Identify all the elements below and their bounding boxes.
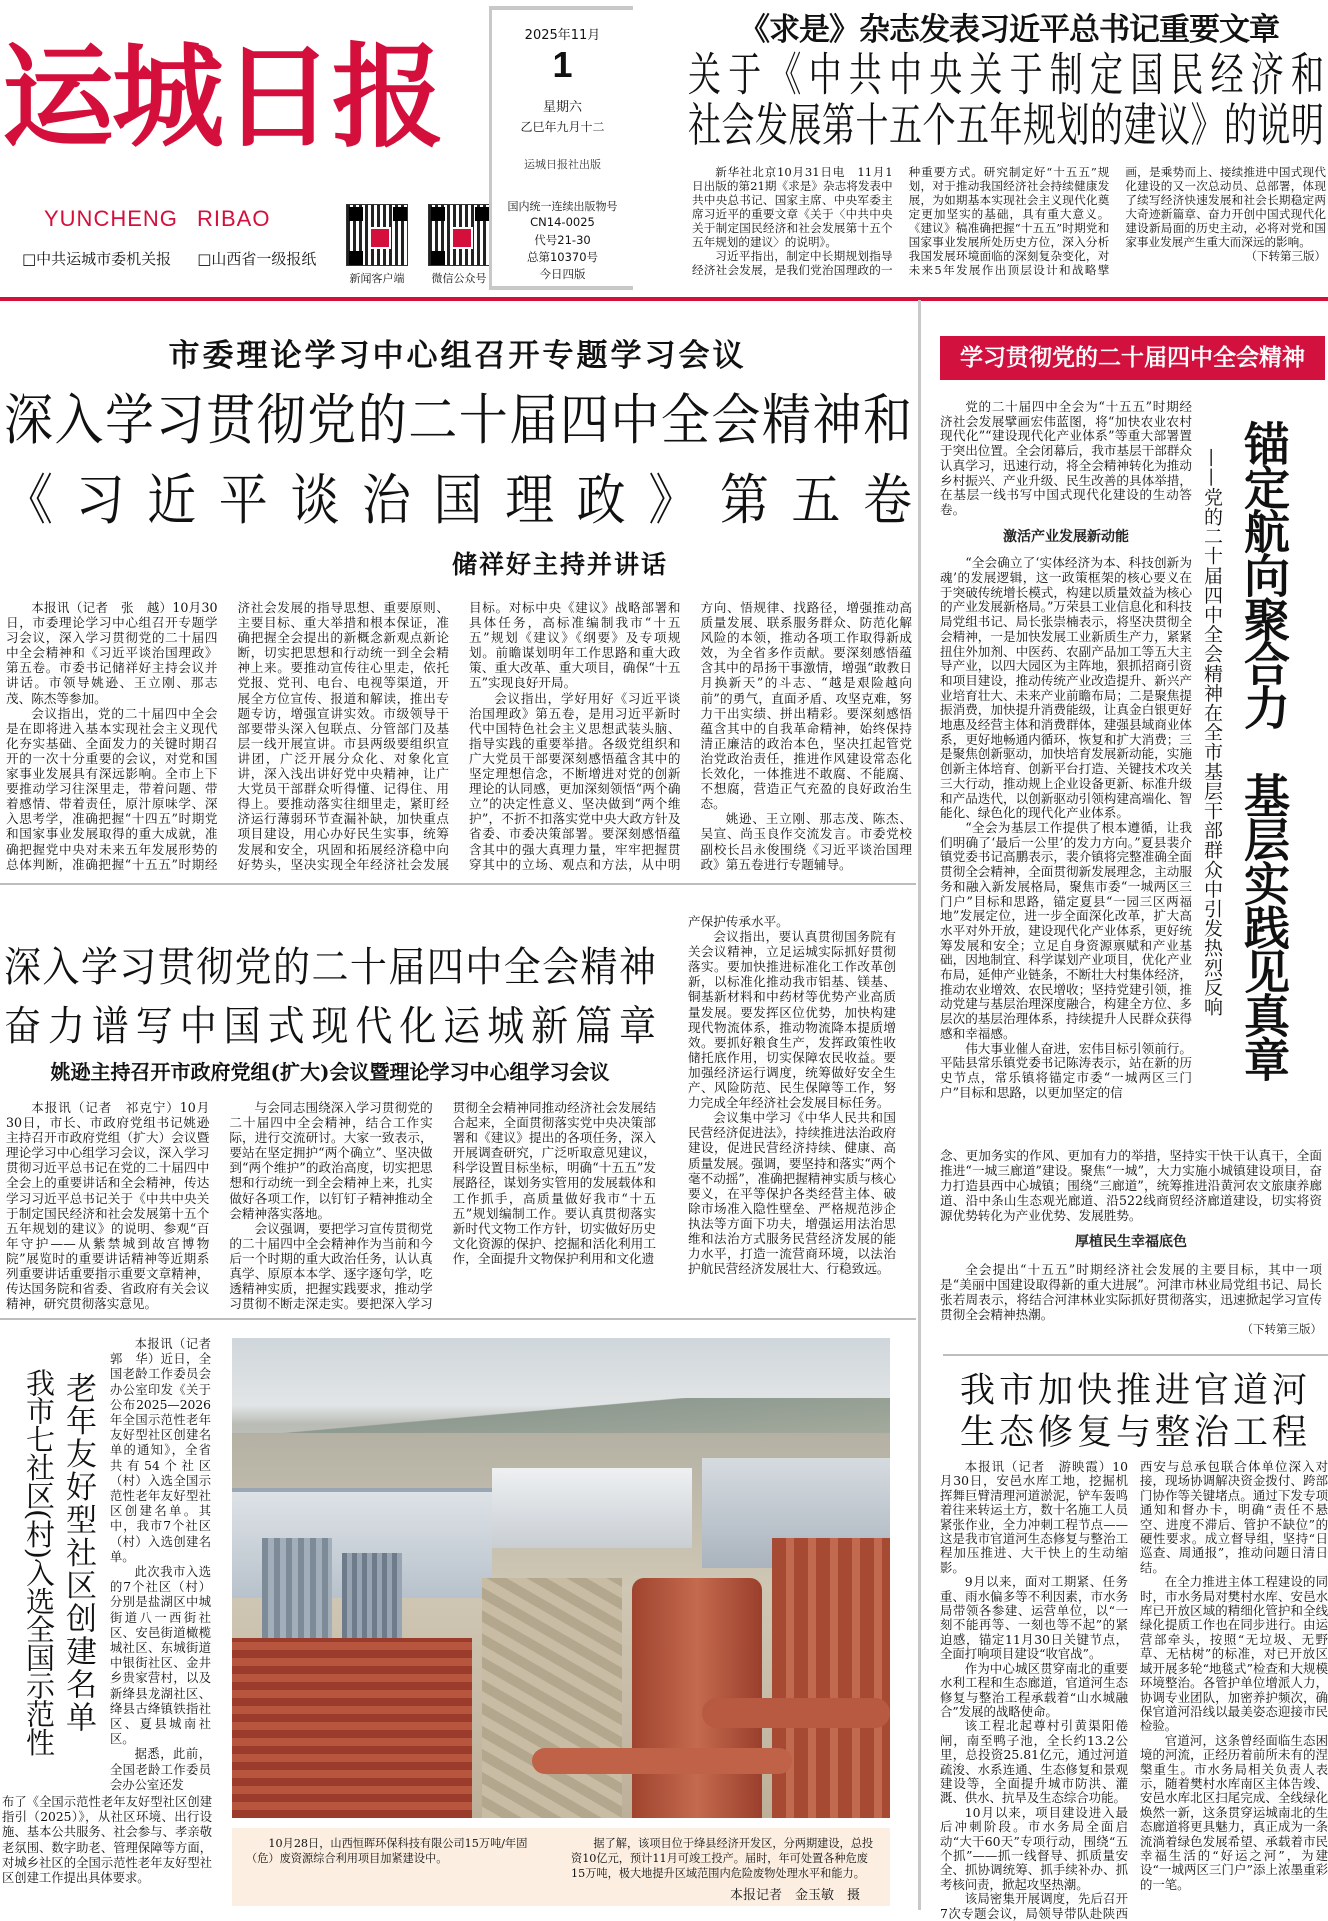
paragraph: 新华社北京10月31日电 11月1日出版的第21期《求是》杂志将发表中共中央总书记、国家主席、中央军委主席习近平的重要文章《关于〈中共中央关于制定国民经济和社会发展第十五个五年规划的建议〉的说明》。 bbox=[692, 165, 893, 249]
section-divider bbox=[0, 1318, 916, 1320]
headline-line: 生态修复与整治工程 bbox=[960, 1413, 1312, 1453]
masthead-tags bbox=[22, 248, 316, 269]
headline-line: 关于《中共中央关于制定国民经济和 bbox=[688, 47, 1324, 102]
issue-lunar-date: 乙巳年九月十二 bbox=[520, 120, 605, 134]
sidebar-body-wide bbox=[940, 1148, 1322, 1337]
paragraph: 官道河，这条曾经面临生态困境的河流，正经历着前所未有的涅槃重生。市水务局相关负责人表示，随着樊村水库南区主体告竣、安邑水库北区扫尾完成、全线绿化焕然一新，这条贯穿运城南北的生态廊道将更具魅力，真正成为一条流淌着绿色发展希望、承载着市民幸福生活的“好运之河”，为建设“一城两区三门户”添上浓墨重彩的一笔。 bbox=[1140, 1732, 1328, 1892]
caption-paragraph: 据了解，该项目位于绛县经济开发区，分两期建设，总投资10亿元，预计11月可竣工投产。届时，年可处置各种危废15万吨，极大地提升区域范围内危险废物处理水平和能力。 bbox=[571, 1837, 874, 1880]
paragraph: 会议集中学习《中华人民共和国民营经济促进法》，持续推进法治政府建设，促进民营经济持续、健康、高质量发展。强调，要坚持和落实“两个毫不动摇”，准确把握精神实质与核心要义，在平等保护各类经营主体、破除市场准入隐性壁垒、严格规范涉企执法等方面下功夫，增强运用法治思维和法治方式服务民营经济发展的能力水平，打造一流营商环境，以法治护航民营经济发展壮大、行稳致远。 bbox=[688, 1110, 896, 1277]
river-story-body bbox=[940, 1460, 1328, 1921]
lead-story-kicker: 市委理论学习中心组召开专题学习会议 bbox=[168, 338, 747, 374]
masthead-tag: □中共运城市委机关报 bbox=[22, 250, 172, 268]
lead-story-subhead: 储祥好主持并讲话 bbox=[451, 550, 668, 579]
paragraph: 据悉，此前，全国老龄工作委员会办公室还发 bbox=[110, 1747, 211, 1792]
elderly-story-body bbox=[110, 1337, 224, 1793]
newspaper-logo: 运城日报 bbox=[2, 32, 442, 163]
paragraph: 会议指出，学好用好《习近平谈治国理政》第五卷，是用习近平新时代中国特色社会主义思想武装头脑、指导实践的重要举措。各级党组织和广大党员干部要深刻感悟蕴含其中的坚定理想信念，不断增进对党的创新理论的认同感，更加深刻领悟“两个确立”的决定性意义、坚决做到“两个维护”，不折不扣落实党中央大政方针及省委、市委决策部署。要深刻感悟蕴含其中的强大真理力量，牢牢把握贯穿其中的立场、观点和方法，从中明方向、悟规律、找路径，增强推动高质量发展、联系服务群众、防范化解风险的本领，推动各项工作取得新成效，为全省多作贡献。要深刻感悟蕴含其中的昂扬干事激情，增强“敢教日月换新天”的斗志、“越是艰险越向前”的勇气，直面矛盾、攻坚克难，努力干出实绩、拼出精彩。要深刻感悟蕴含其中的自我革命精神，始终保持清正廉洁的政治本色，坚决扛起管党治党政治责任，推进作风建设常态化长效化，一体推进不敢腐、不能腐、不想腐，营造正气充盈的良好政治生态。 bbox=[469, 600, 912, 872]
photo-caption bbox=[232, 1828, 890, 1906]
newspaper-pinyin-name: YUNCHENG RIBAO bbox=[44, 206, 271, 231]
qr-code-wechat-icon[interactable] bbox=[428, 204, 490, 266]
second-story-body bbox=[6, 1100, 656, 1311]
paragraph: 此次我市入选的7个社区（村）分别是盐湖区中城街道八一西街社区、安邑街道橄榄城社区、东城街道中银街社区、金井乡贵家营村，以及新绛县龙湖社区、绛县古绛镇铁指社区、夏县城南社区。 bbox=[110, 1565, 211, 1747]
top-story-headline[interactable] bbox=[688, 47, 1324, 153]
cn-number: CN14-0025 bbox=[530, 215, 595, 229]
page-count: 今日四版 bbox=[539, 267, 586, 281]
continued-note[interactable]: （下转第三版） bbox=[1241, 1322, 1322, 1336]
paragraph: 全会提出“十五五”时期经济社会发展的主要目标，其中一项是“美丽中国建设取得新的重大进展”。河津市林业局党组书记、局长张若周表示，将结合河津林业实际抓好贯彻落实，迅速掀起学习宣传贯彻全会精神热潮。 bbox=[940, 1262, 1322, 1322]
paragraph: 会议强调，要把学习宣传贯彻党的二十届四中全会精神作为当前和今后一个时期的重大政治任务，认认真真学、原原本本学、逐字逐句学，吃透精神实质，把握实践要求，推动学习贯彻不断走深走实。要把深入学习贯彻全会精神同推动经济社会发展结合起来，全面贯彻落实党中央决策部署和《建议》提出的各项任务，深入开展调查研究，广泛听取意见建议，科学设置目标坐标，明确“十五五”发展路径，谋划务实管用的发展载体和工作抓手，高质量做好我市“十五五”规划编制工作。要认真贯彻落实新时代文物工作方针，切实做好历史文化资源的保护、挖掘和活化利用工作，全面提升文物保护利用和文化遗 bbox=[229, 1100, 656, 1312]
publisher: 运城日报社出版 bbox=[524, 158, 601, 171]
photo-credit: 本报记者 金玉敏 摄 bbox=[729, 1888, 860, 1903]
paragraph: “全会确立了‘实体经济为本、科技创新为魂’的发展逻辑，这一政策框架的核心要义在于突破传统增长模式，构建以质量效益为核心的产业发展新格局。”万荣县工业信息化和科技局党组书记、局长张崇楠表示，将坚决贯彻全会精神，一是加快发展工业新质生产力，紧紧扭住外加剂、中医药、农副产品加工等五大主导产业，以四大园区为主阵地，狠抓招商引资和项目建设，推动传统产业改造提升、新兴产业培育壮大、未来产业前瞻布局；二是聚焦提振消费，加快提升消费能级，让真金白银更好地惠及经营主体和消费群体，建强县域商业体系，更好地畅通内循环，恢复和扩大消费；三是聚焦创新驱动，加快培育发展新动能，实施创新主体培育、创新平台打造、关键技术攻关三大行动，推动规上企业设备更新、标准升级和产品迭代，以创新驱动引领构建高端化、智能化、绿色化的现代化产业体系。 bbox=[940, 555, 1193, 821]
paragraph: “全会为基层工作提供了根本遵循，让我们明确了‘最后一公里’的发力方向。”夏县裴介镇党委书记高鹏表示，裴介镇将完整准确全面贯彻全会精神，全面贯彻新发展理念，主动服务和融入新发展格局，聚焦市委“一城两区三门户”目标和思路，锚定夏县“一园三区两福地”发展定位，进一步全面深化改革，扩大高水平对外开放，建设现代化产业体系，更好统筹发展和安全；立足自身资源禀赋和产业基础，因地制宜、科学谋划产业项目，优化产业布局，延伸产业链条，不断壮大村集体经济，推动农业增效、农民增收；坚持党建引领，推动党建与基层治理深度融合，构建全方位、多层次的基层治理体系，持续提升人民群众获得感和幸福感。 bbox=[940, 819, 1192, 1041]
qr-caption-wechat: 微信公众号 bbox=[431, 272, 487, 285]
second-story-headline-line2[interactable]: 奋力谱写中国式现代化运城新篇章 bbox=[4, 1002, 656, 1050]
river-story-headline[interactable] bbox=[960, 1370, 1310, 1454]
headline-line: 社会发展第十五个五年规划的建议》的说明 bbox=[688, 97, 1324, 153]
paragraph: 习近平指出，制定中长期规划指导经济社会发展，是我们党治国理政的一种重要方式。研究制定好“十五五”规划，对于推动我国经济社会持续健康发展，为如期基本实现社会主义现代化奠定更加坚实的基础，具有重大意义。《建议》稿准确把握“十五五”时期党和国家事业发展所处历史方位，深入分析我国发展环境面临的深刻复杂变化，对未来5年发展作出顶层设计和战略擘画，是乘势而上、接续推进中国式现代化建设的又一次总动员、总部署，体现了续写经济快速发展和社会长期稳定两大奇迹新篇章、奋力开创中国式现代化建设新局面的历史主动，必将对党和国家事业发展产生重大而深远的影响。 bbox=[692, 165, 1326, 277]
news-photo-industrial-site[interactable] bbox=[232, 1338, 890, 1818]
issue-date-box bbox=[489, 6, 633, 290]
paragraph: 本报讯（记者 游映霞）10月30日，安邑水库工地，挖掘机挥舞巨臂清理河道淤泥，铲车轰鸣着往来转运土方，数十名施工人员紧张作业，全力冲刺工程节点——这是我市官道河生态修复与整治工程加压推进、大干快上的生动缩影。 bbox=[940, 1459, 1128, 1575]
paragraph: 党的二十届四中全会为“十五五”时期经济社会发展擘画宏伟蓝图，将“加快农业农村现代化”“建设现代化产业体系”等重大部署置于突出位置。全会闭幕后，我市基层干部群众认真学习，迅速行动，将全会精神转化为推动乡村振兴、产业升级、民生改善的具体举措，在基层一线书写中国式现代化建设的生动答卷。 bbox=[940, 399, 1192, 517]
paragraph: 姚逊、王立刚、那志茂、陈杰、吴宣、尚玉良作交流发言。市委党校副校长吕永俊围绕《习近平谈治国理政》第五卷进行专题辅导。 bbox=[700, 811, 912, 872]
elderly-story-title-line1[interactable]: 老年友好型社区创建名单 bbox=[60, 1372, 96, 1734]
second-story-subhead: 姚逊主持召开市政府党组(扩大)会议暨理论学习中心组学习会议 bbox=[50, 1060, 610, 1084]
paragraph: 作为中心城区贯穿南北的重要水利工程和生态廊道，官道河生态修复与整治工程承载着“山水城融合”发展的战略使命。 bbox=[940, 1660, 1128, 1719]
qr-code-app-icon[interactable] bbox=[346, 204, 408, 266]
continued-note[interactable]: （下转第三版） bbox=[1245, 249, 1326, 263]
top-story-kicker: 《求是》杂志发表习近平总书记重要文章 bbox=[739, 12, 1279, 48]
paragraph: 产保护传承水平。 bbox=[688, 914, 789, 929]
paragraph: 本报讯（记者 郭 华）近日，全国老龄工作委员会办公室印发《关于公布2025—2026年全国示范性老年友好型社区创建名单的通知》，全省共有54个社区（村）入选全国示范性老年友好型社区创建名单。其中，我市7个社区（村）入选创建名单。 bbox=[110, 1337, 224, 1564]
postal-code: 代号21-30 bbox=[534, 233, 591, 247]
paragraph: 布了《全国示范性老年友好型社区创建指引（2025）》，从社区环境、出行设施、基本公共服务、社会参与、孝亲敬老氛围、数字助老、管理保障等方面，对城乡社区的全国示范性老年友好型社区创建工作提出具体要求。 bbox=[2, 1795, 212, 1886]
elderly-story-body-wide bbox=[2, 1795, 212, 1886]
second-story-body-right bbox=[688, 914, 896, 1276]
elderly-story-title-line2[interactable]: 我市七社区(村)入选全国示范性 bbox=[22, 1368, 56, 1756]
paragraph: 念、更加务实的作风、更加有力的举措，坚持实干快干认真干，全面推进“一城三廊道”建设。聚焦“一城”，大力实施小城镇建设项目，奋力打造县西中心城镇；围绕“三廊道”，统筹推进沿黄河农文旅康养廊道、沿中条山生态观光廊道、沿522线商贸经济廊道建设，切实将资源优势转化为产业优势、发展胜势。 bbox=[940, 1148, 1322, 1223]
paragraph: 伟大事业催人奋进，宏伟目标引领前行。平陆县常乐镇党委书记陈涛表示，站在新的历史节点，常乐镇将锚定市委“一城两区三门户”目标和思路，以更加坚定的信 bbox=[940, 1040, 1192, 1100]
paragraph: 与会同志围绕深入学习贯彻党的二十届四中全会精神，结合工作实际，进行交流研讨。大家一致表示，要站在坚定拥护“两个确立”、坚决做到“两个维护”的政治高度，切实把思想和行动统一到全会精神上来，扎实做好各项工作，以钉钉子精神推动全会精神落实落地。 bbox=[229, 1100, 433, 1221]
topic-banner: 学习贯彻党的二十届四中全会精神 bbox=[940, 336, 1325, 380]
section-heading: 厚植民生幸福底色 bbox=[1075, 1234, 1187, 1250]
sidebar-vertical-title[interactable]: 锚定航向聚合力 基层实践见真章 bbox=[1237, 420, 1291, 1080]
masthead-tag: □山西省一级报纸 bbox=[197, 250, 317, 268]
publication-number-label: 国内统一连续出版物号 bbox=[507, 200, 618, 213]
paragraph: 本报讯（记者 祁克宁）10月30日，市长、市政府党组书记姚逊主持召开市政府党组（扩大）会议暨理论学习中心组学习会议，深入学习贯彻习近平总书记在党的二十届四中全会上的重要讲话和全会精神，传达学习习近平总书记关于《中共中央关于制定国民经济和社会发展第十五个五年规划的建议》的说明、参观“百年守护——从紫禁城到故宫博物院”展览时的重要讲话精神等近期系列重要讲话重要指示重要文章精神，传达国务院和省委、省政府有关会议精神，研究贯彻落实意见。 bbox=[6, 1100, 210, 1312]
issue-day: 1 bbox=[552, 44, 573, 85]
total-issue-number: 总第10370号 bbox=[526, 250, 599, 264]
lead-story-headline-line1[interactable]: 深入学习贯彻党的二十届四中全会精神和 bbox=[4, 388, 912, 453]
paragraph: 会议指出，党的二十届四中全会是在即将进入基本实现社会主义现代化夯实基础、全面发力的关键时期召开的一次十分重要的会议，对党和国家事业发展具有深远影响。全市上下要推动学习往深里走，带着问题、带着感情、带着责任，原汁原味学、深入思考学，准确把握“十四五”时期党和国家事业发展取得的重大成就，准确把握党中央对未来五年发展形势的总体判断，准确把握“十五五”时期经济社会发展的指导思想、重要原则、主要目标、重大举措和根本保证，准确把握全会提出的新概念新观点新论断，切实把思想和行动统一到全会精神上来。要推动宣传往心里走，依托党报、党刊、电台、电视等渠道，开展全方位宣传、报道和解读，推出专题专访，增强宣讲实效。市级领导干部要带头深入包联点、分管部门及基层一线开展宣讲。市县两级要组织宣讲团，广泛开展分众化、对象化宣讲，深入浅出讲好党中央精神，让广大党员干部群众听得懂、记得住、用得上。要推动落实往细里走，紧盯经济运行薄弱环节查漏补缺，加快重点项目建设，用心办好民生实事，统筹发展和安全，巩固和拓展经济稳中向好势头，坚决实现全年经济社会发展目标。对标中央《建议》战略部署和具体任务，高标准编制我市“十五五”规划《建议》《纲要》及专项规划。前瞻谋划明年工作思路和重大政策、重大改革、重大项目，确保“十五五”实现良好开局。 bbox=[6, 600, 681, 872]
issue-weekday: 星期六 bbox=[542, 100, 582, 115]
qr-caption-app: 新闻客户端 bbox=[349, 272, 405, 285]
caption-paragraph: 10月28日，山西恒晖环保科技有限公司15万吨/年固（危）废资源综合利用项目加紧建设中。 bbox=[246, 1837, 528, 1865]
section-heading: 激活产业发展新动能 bbox=[1003, 528, 1129, 545]
issue-year-month: 2025年11月 bbox=[524, 28, 601, 43]
masthead-red-rule bbox=[0, 297, 1328, 301]
lead-story-body bbox=[6, 600, 912, 872]
column-divider bbox=[918, 300, 921, 1910]
headline-line: 我市加快推进官道河 bbox=[960, 1371, 1312, 1411]
paragraph: 9月以来，面对工期紧、任务重、雨水偏多等不利因素，市水务局带领各参建、运营单位，以“一刻不能再等、一刻也等不起”的紧迫感，锚定11月30日关键节点，全面打响项目建设“收官战”。 bbox=[940, 1574, 1128, 1662]
paragraph: 会议指出，要认真贯彻国务院有关会议精神，立足运城实际抓好贯彻落实。要加快推进标准化工作改革创新，以标准化推动我市铝基、镁基、铜基新材料和中药材等优势产业高质量发展。要发挥区位优势，加快构建现代物流体系，推动物流降本提质增效。要抓好粮食生产，发挥政策性收储托底作用，切实保障农民收益。要加强经济运行调度，统筹做好安全生产、风险防范、民生保障等工作，努力完成全年经济社会发展目标任务。 bbox=[688, 929, 896, 1111]
paragraph: 在全力推进主体工程建设的同时，市水务局对樊村水库、安邑水库已开放区域的精细化管护和全线绿化提质工作也在同步进行。由运营部牵头，按照“无垃圾、无野草、无枯树”的标准，对已开放区域开展多轮“地毯式”检查和大规模环境整治。各管护单位增派人力，协调专业团队，加密养护频次，确保官道河沿线以最美姿态迎接市民检验。 bbox=[1140, 1574, 1328, 1734]
second-story-headline-line1[interactable]: 深入学习贯彻党的二十届四中全会精神 bbox=[4, 943, 656, 991]
section-divider bbox=[0, 883, 916, 885]
paragraph: 10月以来，项目建设进入最后冲刺阶段。市水务局全面启动“大干60天”专项行动，围绕“五个抓”——抓一线督导、抓质量安全、抓协调统筹、抓手续补办、抓考核问责，掀起攻坚热潮。 bbox=[940, 1804, 1128, 1892]
top-story-body bbox=[692, 165, 1326, 277]
lead-story-headline-line2[interactable]: 《习近平谈治国理政》第五卷 bbox=[4, 468, 912, 533]
paragraph: 本报讯（记者 张 越）10月30日，市委理论学习中心组召开专题学习会议，深入学习贯彻党的二十届四中全会精神和《习近平谈治国理政》第五卷。市委书记储祥好主持会议并讲话。市领导姚逊、王立刚、那志茂、陈杰等参加。 bbox=[6, 600, 218, 706]
section-divider bbox=[943, 1354, 1328, 1356]
sidebar-vertical-subtitle: ——党的二十届四中全会精神在全市基层干部群众中引发热烈反响 bbox=[1201, 448, 1223, 1017]
sidebar-body bbox=[940, 400, 1192, 1100]
paragraph: 该局密集开展调度，先后召开7次专题会议，局领导带队赴陕西西安与总承包联合体单位深入对接，现场协调解决资金拨付、跨部门协作等关键堵点。通过下发专项通知和督办卡，明确“责任不悬空、进度不滞后、管护不缺位”的硬性要求。成立督导组，坚持“日巡查、周通报”，推动问题日清日结。 bbox=[940, 1459, 1328, 1921]
paragraph: 该工程北起尊村引黄渠阳倦闸，南至鸭子池，全长约13.2公里，总投资25.81亿元，通过河道疏浚、水系连通、生态修复和景观建设等，全面提升城市防洪、灌溉、供水、抗旱及生态综合功能。 bbox=[940, 1718, 1128, 1806]
